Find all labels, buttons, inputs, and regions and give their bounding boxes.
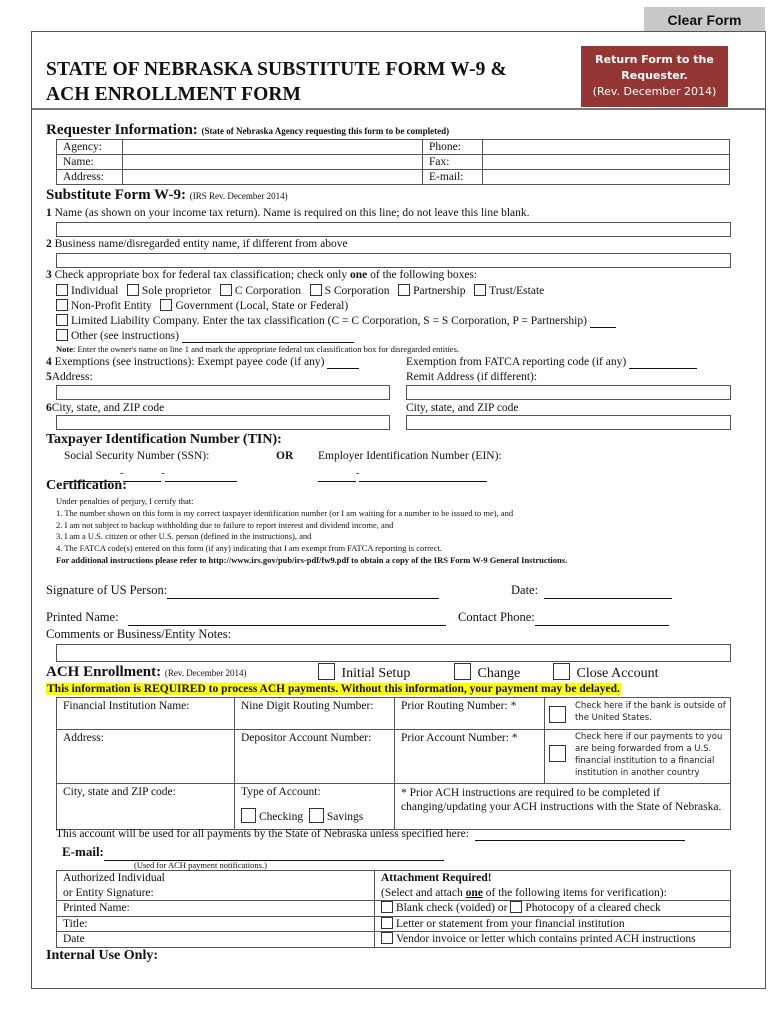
individual-label: Individual xyxy=(71,285,119,297)
auth-date[interactable]: Date xyxy=(57,932,375,948)
dash: - xyxy=(120,468,124,479)
prior-account-cell[interactable] xyxy=(395,730,545,784)
sole-proprietor-checkbox[interactable] xyxy=(127,284,139,296)
ach-heading xyxy=(46,664,247,681)
partnership-checkbox[interactable] xyxy=(398,284,410,296)
letter-label: Letter or statement from your financial institution xyxy=(396,917,625,930)
certification-additional: For additional instructions please refer to http://www.irs.gov/pub/irs-pdf/fw9.pdf to obtain a copy of the IRS Form W-9 General Instructions. xyxy=(56,554,568,565)
government-label: Government (Local, State or Federal) xyxy=(175,300,349,312)
dash: - xyxy=(161,468,165,479)
ach-heading-text: ACH Enrollment: xyxy=(46,664,162,680)
bank-city-label: City, state and ZIP code: xyxy=(63,786,176,798)
account-type-label: Type of Account: xyxy=(241,786,321,798)
auth-printed-name[interactable]: Printed Name: xyxy=(57,901,375,917)
depositor-cell[interactable] xyxy=(235,730,395,784)
comments-label: Comments or Business/Entity Notes: xyxy=(46,627,232,641)
line5-num: 5 xyxy=(46,371,52,383)
certification-item-1: 1. The number shown on this form is my correct taxpayer identification number (or I am waiting for a number to be issued to me), and xyxy=(56,507,514,518)
auth-title[interactable]: Title: xyxy=(57,916,375,932)
initial-setup-checkbox[interactable] xyxy=(318,663,335,680)
page-title xyxy=(46,57,507,107)
name-label: Name: xyxy=(57,155,123,170)
fatca-text: Exemption from FATCA reporting code (if any) xyxy=(406,356,627,368)
signature-label: Signature of US Person: xyxy=(46,583,168,597)
line6-num: 6 xyxy=(46,402,52,414)
name-input[interactable] xyxy=(56,222,731,237)
address-label: Address: xyxy=(57,170,123,185)
signature-row xyxy=(46,583,439,599)
routing-cell[interactable] xyxy=(235,698,395,730)
remit-city-label: City, state, and ZIP code xyxy=(406,402,519,414)
photocopy-label: Photocopy of a cleared check xyxy=(525,902,661,914)
fax-label: Fax: xyxy=(423,155,483,170)
ach-table xyxy=(56,697,731,830)
ssn-label: Social Security Number (SSN): xyxy=(64,450,210,462)
fatca-input[interactable] xyxy=(629,356,697,369)
line3-text-a: Check appropriate box for federal tax classification; check only xyxy=(54,269,350,281)
line4-text: Exemptions (see instructions): Exempt payee code (if any) xyxy=(54,356,325,368)
bank-address-label: Address: xyxy=(63,732,104,744)
bank-address-cell[interactable] xyxy=(57,730,235,784)
attach-sub-b: of the following items for verification): xyxy=(482,886,667,899)
change-label: Change xyxy=(477,666,521,681)
city-input[interactable] xyxy=(56,415,390,430)
classification-row-1 xyxy=(56,284,544,297)
line6-label xyxy=(46,402,164,414)
line3-bold: one xyxy=(350,269,368,281)
llc-row xyxy=(56,314,616,328)
comments-input[interactable] xyxy=(56,644,731,662)
contact-phone-label: Contact Phone: xyxy=(458,610,535,624)
printed-name-row xyxy=(46,610,446,626)
other-input[interactable] xyxy=(182,330,354,343)
individual-checkbox[interactable] xyxy=(56,284,68,296)
certification-item-3: 3. I am a U.S. citizen or other U.S. person (defined in the instructions), and xyxy=(56,531,312,542)
w9-heading xyxy=(46,187,288,204)
outside-us-cell xyxy=(545,698,731,730)
ach-options xyxy=(318,663,410,682)
title-line-1: STATE OF NEBRASKA SUBSTITUTE FORM W-9 & xyxy=(46,59,507,80)
table-row xyxy=(57,730,731,784)
auth-sig-line-2[interactable]: or Entity Signature: xyxy=(57,886,375,901)
line2-num: 2 xyxy=(46,238,52,250)
s-corp-label: S Corporation xyxy=(324,285,390,297)
close-account-checkbox[interactable] xyxy=(553,663,570,680)
letter-checkbox[interactable] xyxy=(381,917,393,929)
trust-estate-label: Trust/Estate xyxy=(489,285,545,297)
trust-estate-checkbox[interactable] xyxy=(474,284,486,296)
tin-heading: Taxpayer Identification Number (TIN): xyxy=(46,432,282,447)
line1-num: 1 xyxy=(46,207,52,219)
remit-address-label: Remit Address (if different): xyxy=(406,371,538,383)
line2-label xyxy=(46,238,348,250)
ssn-part-3[interactable] xyxy=(165,463,237,482)
prior-routing-label: Prior Routing Number: * xyxy=(401,700,517,712)
title-line-2: ACH ENROLLMENT FORM xyxy=(46,84,302,105)
certification-text xyxy=(56,496,567,567)
other-label: Other (see instructions) xyxy=(71,330,179,342)
table-row xyxy=(57,784,731,830)
exempt-payee-input[interactable] xyxy=(327,356,359,369)
ach-email-label: E-mail: xyxy=(62,844,104,859)
contact-phone-row xyxy=(458,610,669,626)
table-row xyxy=(57,140,730,155)
certification-heading: Certification: xyxy=(46,478,127,493)
account-use-input[interactable] xyxy=(475,828,685,841)
ssn-part-2[interactable] xyxy=(123,463,161,482)
attach-heading: Attachment Required! xyxy=(375,871,731,886)
contact-phone-input[interactable] xyxy=(535,610,669,626)
forwarded-cell xyxy=(545,730,731,784)
table-row xyxy=(57,886,731,901)
attach-subheading xyxy=(375,886,731,901)
requester-heading-text: Requester Information: xyxy=(46,122,198,138)
invoice-checkbox[interactable] xyxy=(381,932,393,944)
partnership-label: Partnership xyxy=(413,285,466,297)
printed-name-input[interactable] xyxy=(128,610,446,626)
checking-checkbox[interactable] xyxy=(241,808,256,823)
ein-input[interactable] xyxy=(318,463,487,482)
return-form-notice xyxy=(581,46,728,107)
table-row xyxy=(57,170,730,185)
account-use-label: This account will be used for all payments by the State of Nebraska unless specified here: xyxy=(56,828,469,840)
non-profit-label: Non-Profit Entity xyxy=(71,300,152,312)
authorization-table xyxy=(56,870,731,948)
note-text xyxy=(56,344,459,354)
llc-label: Limited Liability Company. Enter the tax classification (C = C Corporation, S = S Corporation, P = Partnership) xyxy=(71,315,587,327)
table-row xyxy=(57,871,731,886)
blank-check-label: Blank check (voided) or xyxy=(396,902,508,914)
photocopy-checkbox[interactable] xyxy=(510,901,522,913)
date-label: Date: xyxy=(511,583,539,597)
phone-label: Phone: xyxy=(423,140,483,155)
requester-subheading: (State of Nebraska Agency requesting this form to be completed) xyxy=(201,126,450,136)
initial-setup-label: Initial Setup xyxy=(341,666,411,681)
return-rev: (Rev. December 2014) xyxy=(592,85,717,98)
name-field[interactable] xyxy=(123,155,423,170)
letter-option xyxy=(375,916,731,932)
date-input[interactable] xyxy=(544,583,672,599)
table-row xyxy=(57,698,731,730)
forwarded-checkbox[interactable] xyxy=(549,745,566,762)
line1-label xyxy=(46,207,530,219)
signature-input[interactable] xyxy=(167,583,439,599)
fax-field[interactable] xyxy=(483,155,730,170)
non-profit-checkbox[interactable] xyxy=(56,299,68,311)
sole-proprietor-label: Sole proprietor xyxy=(141,285,212,297)
attach-sub-bold: one xyxy=(465,886,483,899)
w9-heading-text: Substitute Form W-9: xyxy=(46,187,186,203)
attach-sub-a: (Select and attach xyxy=(381,886,466,899)
return-line-1: Return Form to the xyxy=(595,53,714,66)
routing-label: Nine Digit Routing Number: xyxy=(241,700,374,712)
phone-field[interactable] xyxy=(483,140,730,155)
line3-num: 3 xyxy=(46,269,52,281)
savings-label: Savings xyxy=(326,811,364,823)
prior-account-label: Prior Account Number: * xyxy=(401,732,518,744)
address-input[interactable] xyxy=(56,385,390,400)
ein-part-1[interactable] xyxy=(318,463,356,482)
required-notice: This information is REQUIRED to process ACH payments. Without this information, your payment may be delayed. xyxy=(47,683,620,695)
requester-table xyxy=(56,139,730,185)
prior-routing-cell[interactable] xyxy=(395,698,545,730)
check-options xyxy=(375,901,731,917)
savings-checkbox[interactable] xyxy=(309,808,324,823)
ein-part-2[interactable] xyxy=(359,463,487,482)
remit-address-input[interactable] xyxy=(406,385,731,400)
forwarded-label: Check here if our payments to you are being forwarded from a U.S. financial institution to a financial institution in another country xyxy=(575,732,723,778)
agency-field[interactable] xyxy=(123,140,423,155)
line3-label xyxy=(46,269,477,281)
internal-use-heading: Internal Use Only: xyxy=(46,948,158,963)
line4-num: 4 xyxy=(46,356,52,368)
depositor-label: Depositor Account Number: xyxy=(241,732,372,744)
financial-institution-cell[interactable] xyxy=(57,698,235,730)
ach-email-row xyxy=(62,844,444,861)
prior-note-cell xyxy=(395,784,731,830)
table-row xyxy=(57,901,731,917)
outside-us-label: Check here if the bank is outside of the United States. xyxy=(575,701,726,723)
line6-text: City, state, and ZIP code xyxy=(51,402,165,414)
certification-intro: Under penalties of perjury, I certify that: xyxy=(56,496,194,506)
printed-name-label: Printed Name: xyxy=(46,610,119,624)
other-checkbox[interactable] xyxy=(56,329,68,341)
w9-rev: (IRS Rev. December 2014) xyxy=(189,191,288,201)
close-account-option xyxy=(553,663,659,682)
line1-text: Name (as shown on your income tax return). Name is required on this line; do not leave this line blank. xyxy=(54,207,530,219)
change-checkbox[interactable] xyxy=(454,663,471,680)
table-row xyxy=(57,916,731,932)
clear-form-button[interactable]: Clear Form xyxy=(644,7,765,32)
email-label: E-mail: xyxy=(423,170,483,185)
line5-label xyxy=(46,371,93,383)
certification-item-4: 4. The FATCA code(s) entered on this form (if any) indicating that I am exempt from FATCA reporting is correct. xyxy=(56,543,442,554)
or-label: OR xyxy=(276,450,294,462)
agency-label: Agency: xyxy=(57,140,123,155)
ein-label: Employer Identification Number (EIN): xyxy=(318,450,502,462)
checking-label: Checking xyxy=(259,811,304,823)
date-row xyxy=(511,583,672,599)
close-account-label: Close Account xyxy=(576,666,659,681)
note-bold: Note xyxy=(56,344,73,354)
certification-item-2: 2. I am not subject to backup withholding due to failure to report interest and dividend income, and xyxy=(56,519,394,530)
government-checkbox[interactable] xyxy=(160,299,172,311)
account-use-row xyxy=(56,828,685,841)
s-corp-checkbox[interactable] xyxy=(310,284,322,296)
invoice-option xyxy=(375,932,731,948)
blank-check-checkbox[interactable] xyxy=(381,901,393,913)
classification-row-2 xyxy=(56,299,348,312)
ach-email-input[interactable] xyxy=(104,844,444,861)
note-body: : Enter the owner's name on line 1 and mark the appropriate federal tax classification box for disregarded entities. xyxy=(73,344,460,354)
line3-text-b: of the following boxes: xyxy=(367,269,478,281)
line4-label xyxy=(46,356,359,369)
requester-heading xyxy=(46,122,449,139)
line5-text: Address: xyxy=(51,371,93,383)
account-type-cell xyxy=(235,784,395,830)
c-corp-label: C Corporation xyxy=(234,285,301,297)
prior-note: * Prior ACH instructions are required to be completed if changing/updating your ACH instructions with the State of Nebraska. xyxy=(401,787,722,813)
ach-email-note: (Used for ACH payment notifications.) xyxy=(134,860,267,870)
table-row xyxy=(57,932,731,948)
llc-classification-input[interactable] xyxy=(590,315,616,328)
outside-us-checkbox[interactable] xyxy=(549,706,566,723)
c-corp-checkbox[interactable] xyxy=(220,284,232,296)
address-field[interactable] xyxy=(123,170,423,185)
email-field[interactable] xyxy=(483,170,730,185)
llc-checkbox[interactable] xyxy=(56,314,68,326)
line2-text: Business name/disregarded entity name, if different from above xyxy=(54,238,348,250)
remit-city-input[interactable] xyxy=(406,415,731,430)
financial-institution-label: Financial Institution Name: xyxy=(63,700,190,712)
table-row xyxy=(57,155,730,170)
auth-sig-line-1: Authorized Individual xyxy=(57,871,375,886)
ach-rev: (Rev. December 2014) xyxy=(164,668,247,678)
other-row xyxy=(56,329,354,343)
return-line-2: Requester. xyxy=(621,69,688,82)
change-option xyxy=(454,663,520,682)
dash: - xyxy=(356,468,360,479)
bank-city-cell[interactable] xyxy=(57,784,235,830)
business-name-input[interactable] xyxy=(56,253,731,268)
fatca-label xyxy=(406,356,697,369)
title-divider xyxy=(32,108,765,110)
account-type-options xyxy=(241,808,388,823)
invoice-label: Vendor invoice or letter which contains printed ACH instructions xyxy=(396,933,696,945)
